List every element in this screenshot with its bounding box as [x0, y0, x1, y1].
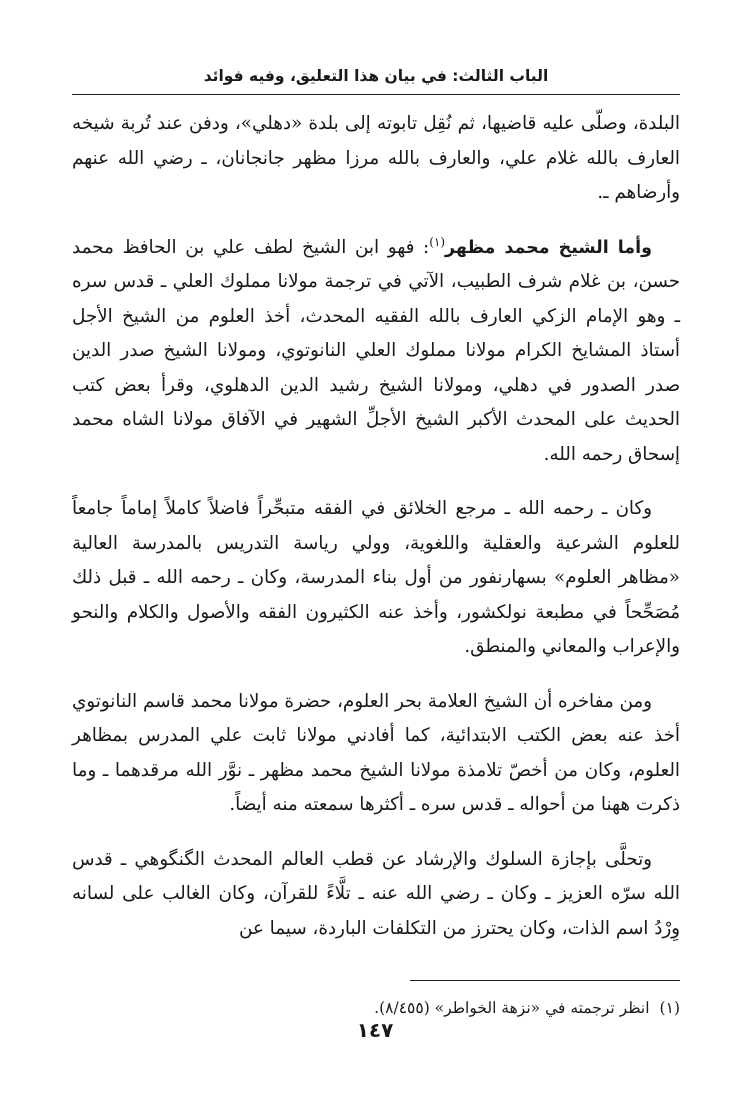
paragraph-1: البلدة، وصلّى عليه قاضيها، ثم نُقِل تابوته إلى بلدة «دهلي»، ودفن عند تُربة شيخه العارف بالله غلام علي، والعارف بالله مرزا مظهر جانجانان، ـ رضي الله عنهم وأرضاهم ـ.	[72, 113, 680, 203]
paragraph-2-text: : فهو ابن الشيخ لطف علي بن الحافظ محمد حسن، بن غلام شرف الطبيب، الآتي في ترجمة مولانا مملوك العلي ـ قدس سره ـ وهو الإمام الزكي العارف بالله الفقيه المحدث، أخذ العلوم من الشيخ الأجل أستاذ المشايخ الكرام مولانا مملوك العلي النانوتوي، ومولانا الشيخ صدر الدين صدر الصدور في دهلي، ومولانا الشيخ رشيد الدين الدهلوي، وقرأ بعض كتب الحديث على المحدث الأكبر الشيخ الأجلِّ الشهير في الآفاق مولانا الشاه محمد إسحاق رحمه الله.	[72, 236, 680, 465]
page-content	[72, 64, 680, 1021]
paragraph-4: ومن مفاخره أن الشيخ العلامة بحر العلوم، حضرة مولانا محمد قاسم النانوتوي أخذ عنه بعض الكتب الابتدائية، كما أفادني مولانا ثابت علي المدرس بمظاهر العلوم، وكان من أخصّ تلامذة مولانا الشيخ محمد مظهر ـ نوَّر الله مرقدهما ـ وما ذكرت ههنا من أحواله ـ قدس سره ـ أكثرها سمعته منه أيضاً.	[72, 690, 680, 815]
paragraph-2	[72, 231, 680, 473]
footnote-divider	[410, 980, 680, 981]
footnote-reference[interactable]: (١)	[429, 234, 446, 249]
page-number: ١٤٧	[356, 1018, 394, 1042]
paragraph-5: وتحلَّى بإجازة السلوك والإرشاد عن قطب العالم المحدث الگنگوهي ـ قدس الله سرّه العزيز ـ وكان ـ رضي الله عنه ـ تلَّاءً للقرآن، وكان الغالب على لسانه وِرْدُ اسم الذات، وكان يحترز من التكلفات الباردة، سيما عن	[72, 848, 680, 939]
footnote-text: انظر ترجمته في «نزهة الخواطر» (٨/٤٥٥).	[374, 999, 650, 1017]
running-head: الباب الثالث: في بيان هذا التعليق، وفيه فوائد	[72, 64, 680, 95]
footnote-mark: (١)	[659, 999, 680, 1017]
paragraph-2-lead: وأما الشيخ محمد مظهر	[445, 237, 652, 258]
paragraph-3: وكان ـ رحمه الله ـ مرجع الخلائق في الفقه متبحِّراً فاضلاً كاملاً إماماً جامعاً للعلوم الشرعية والعقلية واللغوية، وولي رياسة التدريس بالمدرسة العالية «مظاهر العلوم» بسهارنفور من أول بناء المدرسة، وكان ـ رحمه الله ـ قبل ذلك مُصَحِّحاً في مطبعة نولكشور، وأخذ عنه الكثيرون الفقه والأصول والكلام والنحو والإعراب والمعاني والمنطق.	[72, 498, 680, 657]
